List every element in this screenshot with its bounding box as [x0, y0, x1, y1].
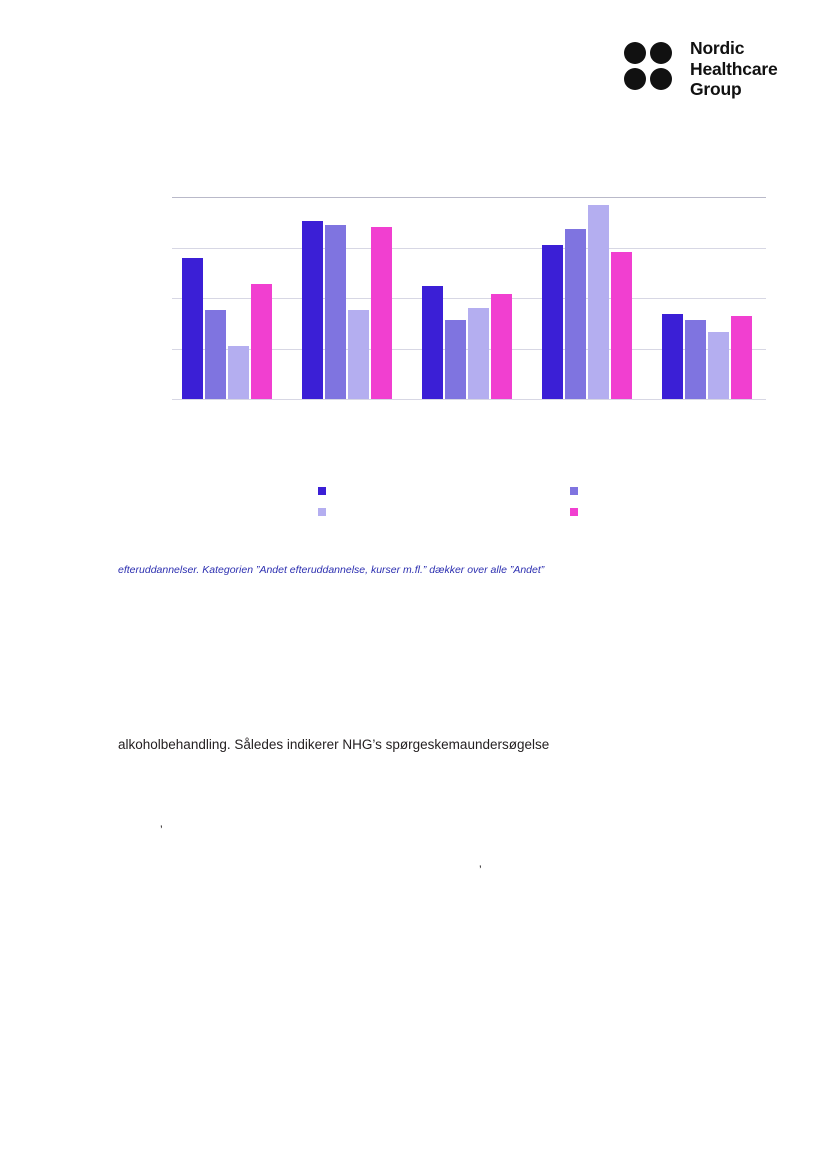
- bar: [348, 310, 369, 399]
- bar: [422, 286, 443, 399]
- bar: [491, 294, 512, 399]
- legend-item: [318, 485, 331, 495]
- logo-wordmark: [690, 38, 778, 100]
- chart-bars-area: [172, 197, 766, 399]
- logo-dot-top-left: [624, 42, 646, 64]
- bar: [228, 346, 249, 399]
- bar: [662, 314, 683, 399]
- bar: [542, 245, 563, 399]
- bar: [611, 252, 632, 399]
- logo-dots-icon: [624, 42, 676, 90]
- bar: [588, 205, 609, 399]
- stray-apostrophe-1: ’: [160, 823, 163, 837]
- legend-swatch: [318, 508, 326, 516]
- bar: [182, 258, 203, 399]
- bar: [302, 221, 323, 399]
- bar-group: [542, 197, 638, 399]
- bar: [565, 229, 586, 399]
- bar: [685, 320, 706, 399]
- legend-swatch: [318, 487, 326, 495]
- bar: [205, 310, 226, 399]
- bar-group: [422, 197, 518, 399]
- logo-dot-bottom-left: [624, 68, 646, 90]
- logo-line-3: Group: [690, 79, 742, 99]
- bar-group: [182, 197, 278, 399]
- legend-swatch: [570, 487, 578, 495]
- body-paragraph: alkoholbehandling. Således indikerer NHG’s spørgeskemaundersøgelse: [118, 737, 550, 752]
- legend-item: [570, 506, 583, 516]
- bar: [371, 227, 392, 399]
- bar: [445, 320, 466, 399]
- nhg-logo: [624, 38, 794, 100]
- legend-swatch: [570, 508, 578, 516]
- logo-line-1: Nordic: [690, 38, 745, 58]
- logo-line-2: Healthcare: [690, 58, 778, 79]
- chart-legend: [198, 485, 618, 535]
- figure-caption: efteruddannelser. Kategorien ”Andet efteruddannelse, kurser m.fl.” dækker over alle ”Andet”: [118, 564, 545, 576]
- bar: [708, 332, 729, 399]
- bar-chart: [118, 185, 766, 530]
- logo-dot-bottom-right: [650, 68, 672, 90]
- bar-group: [302, 197, 398, 399]
- stray-apostrophe-2: ’: [479, 863, 482, 877]
- chart-gridline: [172, 399, 766, 400]
- legend-item: [318, 506, 331, 516]
- bar: [731, 316, 752, 399]
- bar: [468, 308, 489, 399]
- bar-group: [662, 197, 758, 399]
- legend-item: [570, 485, 583, 495]
- bar: [325, 225, 346, 399]
- logo-dot-top-right: [650, 42, 672, 64]
- bar: [251, 284, 272, 399]
